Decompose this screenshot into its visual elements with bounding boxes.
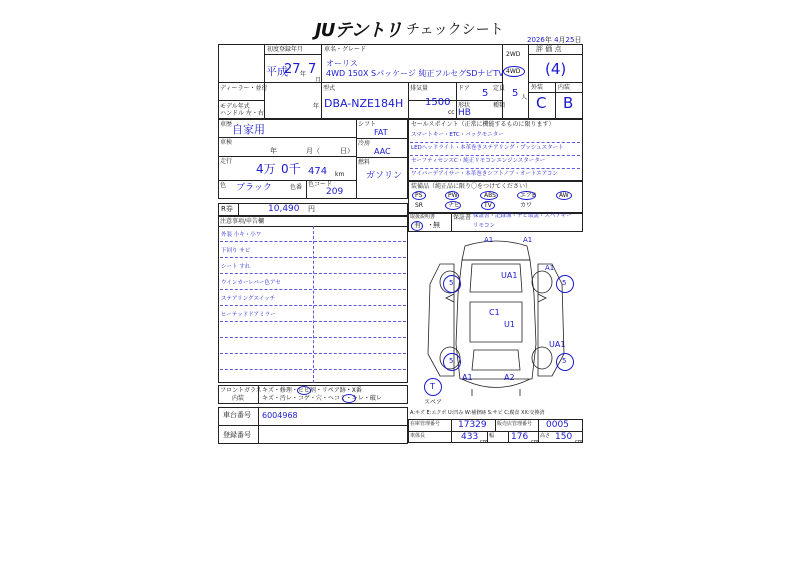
equip-tv: TV [484,202,492,209]
page-title: チェックシート [406,22,504,38]
drive-2wd: 2WD [506,51,521,58]
tire-mark: 5 [562,357,567,365]
equip-abs: ABS [484,192,496,199]
note-item: ステアリングスイッチ [221,296,276,302]
color-code-label: 色コード [308,181,333,188]
recycle-amount: 10,490 [268,204,300,214]
mileage-label: 走行 [220,158,233,165]
equip-circle [481,201,495,210]
issue-date: 2026年 4月25日 [527,36,582,44]
color-label: 色 [220,182,227,189]
ac-label: 冷房 [358,140,371,147]
tire-mark: 5 [562,279,567,287]
sales-point: ワイパーデアイサー・本革巻きシフトノブ・オートエアコン [411,171,558,177]
shape: HB [458,108,471,118]
km-unit: km [335,171,345,178]
height-label: 高さ [540,433,551,439]
tire-mark: 5 [449,357,454,365]
mileage-1k: 0千 [281,162,301,176]
doors-label: ドア [458,85,470,92]
interior-label: 内装 [558,84,571,91]
interior-cond-options: キズ・汚レ・コゲ・穴・ヘコミ・キレ・破レ [262,395,382,402]
length: 433 [461,432,479,442]
spare-label: スペア [424,399,443,406]
check-sheet: 初度登録年月 平成 27 年 7 月 車名・グレード オーリス 4WD 150X Sパッケージ 純正フルセグSDナビTV 2WD 4WD 評 価 点 (4) ディーラー・並行 モデル年式 年 ハンドル 左・右 型式 DBA-NZE184H 排気量 1500 cc ドア 5 形状 HB 定員 5 人 種類 外装 内装 C B 車歴 自家用 車検 年 月（ 日） 走行 4万 0千 474 km 色 ブラック 色番 色コード 209 シフト FAT 冷房 AAC 燃料 ガソリン R券 10,490 円 セールスポイント（正常に機能するものに限ります） スマートキー・ETC・バックモニター LEDヘッドライト・本革巻きステアリング・プッシュスタート セーフティセンスC・純正リモコンエンジンスターター ワイパーデアイサー・本革巻きシフトノブ・オートエアコン 装備品（純正品に限り〇をつけてください） PS PW ABS エアB AW SR ナビ TV カワ 取扱説明書 有 ・ 無 保証書 保証書・記録簿・ナビ取説・スペアキー リモコン 注意事項/申告欄 外装 小キ・小ワ 下回り サビ シート すれ ウインカーレバー色アセ ステアリングスイッチ ヒーテッドドアミラー フロントガラス 内装 キズ・修理・ヒビ割・リペア跡・X番 キズ・汚レ・コゲ・穴・ヘコミ・キレ・破レ 車台番号 6004968 登録番号 A1 A1 UA1 A1 5 5 C1 U1 5 5 UA1 A1 A2 T スペア A:キズ E:エクボ U:凹み W:補修跡 S:サビ C:腐食 XX:交換済 在庫管理番号 17329 販売店管理番号 0005 車体長 433 cm 幅 176 cm 高さ 150 cm [220,45,583,445]
sales-point: スマートキー・ETC・バックモニター [411,132,504,138]
manual-no: 無 [433,221,440,229]
glass-circle [297,386,311,395]
note-item: ヒーテッドドアミラー [221,312,276,318]
year-suffix: 年 [300,71,307,78]
damage-mark: UA1 [501,271,518,280]
logo: JUテントリ [315,20,402,41]
chassis-label: 車台番号 [223,411,251,419]
manual-yes-circle [411,221,423,231]
inspection-day: 日） [340,147,354,155]
manual-label: 取扱説明書 [410,214,436,220]
recycle-unit: 円 [308,205,315,213]
recycle-label: R券 [221,205,233,213]
chassis-number: 6004968 [262,411,298,420]
width: 176 [511,432,529,442]
equip-circle [517,191,536,200]
sales-point: セーフティセンスC・純正リモコンエンジンスターター [411,158,546,164]
equip-circle [556,191,572,200]
sales-point: LEDヘッドライト・本革巻きステアリング・プッシュスタート [411,145,564,151]
damage-legend: A:キズ E:エクボ U:凹み W:補修跡 S:サビ C:腐食 XX:交換済 [410,410,545,416]
car-grade: 4WD 150X Sパッケージ 純正フルセグSDナビTV [326,69,504,78]
dealer-label: ディーラー・並行 [220,85,268,92]
car-name-label: 車名・グレード [324,46,367,53]
damage-mark: A1 [523,236,533,244]
model-code-label: 型式 [323,85,336,92]
spare-mark: T [430,382,435,391]
stock-no-label: 在庫管理番号 [410,421,441,427]
note-item: ウインカーレバー色アセ [221,280,281,286]
equipment-title: 装備品（純正品に限り〇をつけてください） [411,183,532,190]
shift-label: シフト [358,121,377,128]
shift: FAT [374,128,388,137]
model-year-suffix: 年 [313,103,320,110]
reg-no: 0005 [546,420,569,430]
year-value: 27 [284,62,301,77]
displacement: 1500 [425,97,451,108]
interior-circle [342,394,356,403]
month-suffix: 月 [315,77,322,84]
equip-circle [445,191,459,200]
equip-circle [445,201,461,210]
displacement-label: 排気量 [410,85,429,92]
equip-airbag: エアB [520,192,537,199]
equip-pw: PW [448,192,458,199]
interior-cond-label: 内装 [232,395,245,402]
width-unit: cm [531,439,539,445]
color: ブラック [236,183,272,193]
equip-aw: AW [559,192,569,199]
length-unit: cm [480,439,488,445]
length-label: 車体長 [410,433,426,439]
model-code: DBA-NZE184H [324,97,404,110]
mileage-10k: 4万 [256,162,276,176]
stock-no: 17329 [458,420,487,430]
usage: 自家用 [232,123,265,136]
color-no-label: 色番 [290,184,303,191]
handle-label: ハンドル 左・右 [220,110,264,117]
damage-mark: A1 [462,373,473,382]
first-reg-label: 初度登録年月 [267,46,304,53]
exterior-grade: C [536,94,547,112]
warranty-items: 保証書・記録簿・ナビ取説・スペアキー [473,213,572,219]
reg-label: 登録番号 [223,431,251,439]
fuel: ガソリン [366,171,403,181]
eval-label: 評 価 点 [536,45,562,53]
equip-circle [480,191,498,200]
height-unit: cm [575,439,583,445]
front-glass-options: キズ・修理・ヒビ割・リペア跡・X番 [262,387,362,394]
inspection-label: 車検 [220,139,233,146]
width-label: 幅 [489,433,495,439]
month-value: 7 [308,62,317,77]
era-value: 平成 [266,65,288,78]
drive-4wd: 4WD [506,68,521,75]
capacity-label: 定員 [493,85,506,92]
equip-circle [412,191,426,200]
mileage-km: 474 [308,166,328,177]
usage-label: 車歴 [220,121,233,128]
reg-no-label: 販売店管理番号 [497,421,533,427]
note-item: シート すれ [221,264,251,270]
capacity-unit: 人 [521,94,528,101]
inspection-month: 月（ [306,147,320,155]
damage-mark: A2 [504,373,515,382]
eval-score: (4) [545,60,567,78]
equip-ps: PS [415,192,423,199]
color-code: 209 [326,187,344,197]
damage-mark: C1 [489,308,500,317]
equip-sr: SR [415,202,423,209]
damage-mark: A1 [545,264,555,272]
damage-mark: UA1 [549,340,566,349]
doors: 5 [482,88,489,99]
inspection-year: 年 [270,147,277,155]
manual-yes: 有 [414,221,421,229]
height: 150 [555,432,573,442]
note-item: 下回り サビ [221,248,251,254]
car-name: オーリス [326,59,358,68]
damage-mark: U1 [504,320,515,329]
equip-navi: ナビ [448,202,461,209]
tire-mark: 5 [449,279,454,287]
cc-unit: cc [448,109,455,116]
sales-points-title: セールスポイント（正常に機能するものに限ります） [411,121,555,128]
warranty-items-2: リモコン [473,223,496,229]
shape-label: 形状 [458,102,471,109]
damage-mark: A1 [484,236,494,244]
type-label: 種類 [493,102,506,109]
model-year-label: モデル年式 [220,103,250,110]
note-item: 外装 小キ・小ワ [221,232,262,238]
exterior-label: 外装 [531,84,544,91]
equip-leather: カワ [520,202,533,209]
notes-title: 注意事項/申告欄 [220,218,265,225]
capacity: 5 [512,88,519,99]
fuel-label: 燃料 [358,159,371,166]
warranty-label: 保証書 [453,214,472,221]
ac: AAC [374,147,391,156]
front-glass-label: フロントガラス [220,387,262,394]
interior-grade: B [563,94,574,112]
